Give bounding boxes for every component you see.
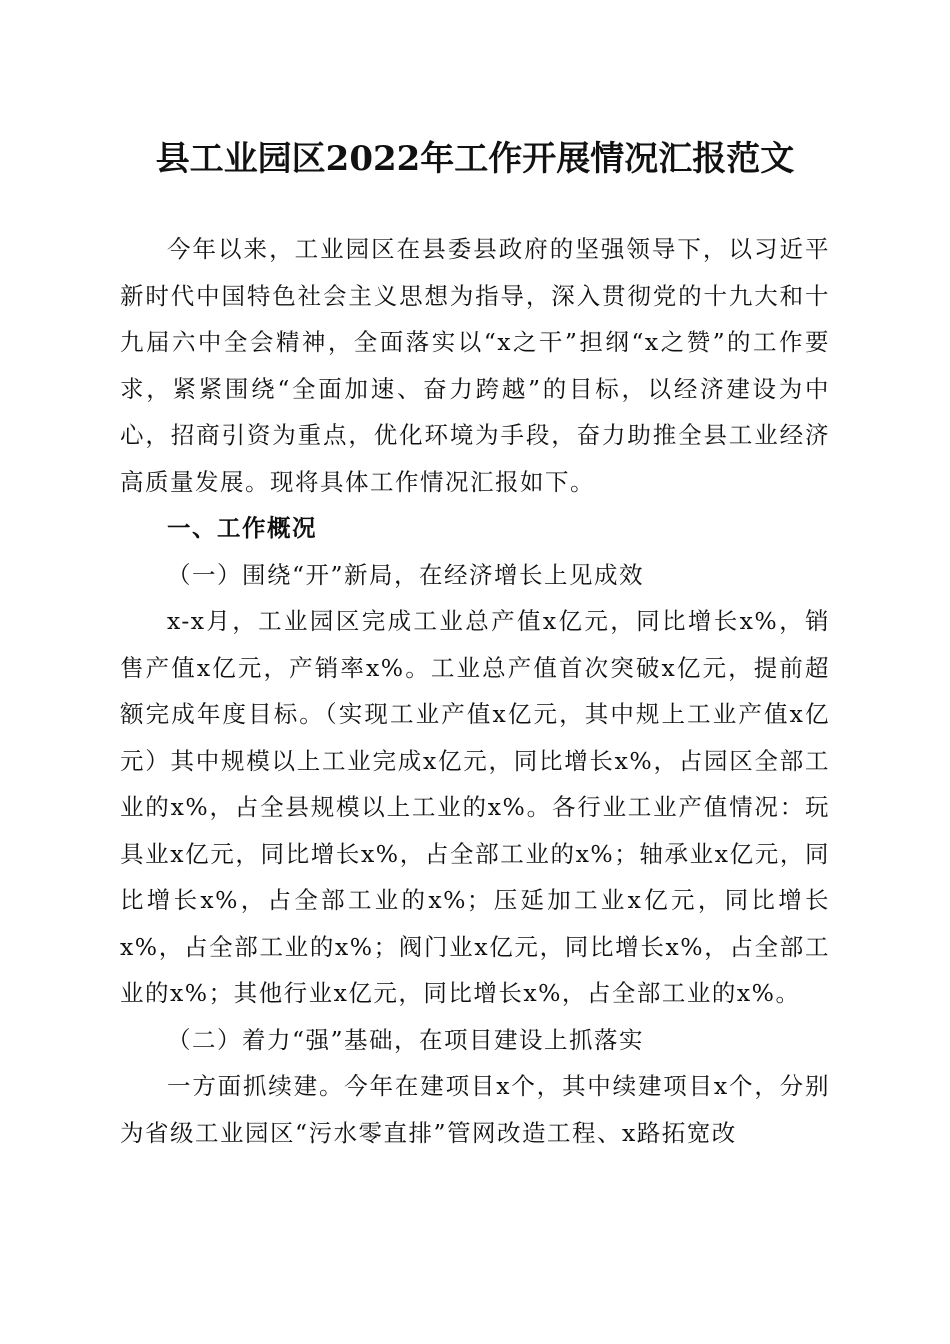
subsection-heading-project-construction: （二）着力“强”基础，在项目建设上抓落实	[167, 1025, 645, 1054]
project-construction-paragraph: 一方面抓续建。今年在建项目x个，其中续建项目x个，分别为省级工业园区“污水零直排”管网改造工程、x路拓宽改	[120, 1072, 830, 1147]
document-title: 县工业园区2022年工作开展情况汇报范文	[155, 139, 795, 179]
section-heading-work-overview: 一、工作概况	[167, 514, 317, 542]
economic-growth-paragraph: x-x月，工业园区完成工业总产值x亿元，同比增长x%，销售产值x亿元，产销率x%。工业总产值首次突破x亿元，提前超额完成年度目标。（实现工业产值x亿元，其中规上工业产值x亿元）其中规模以上工业完成x亿元，同比增长x%，占园区全部工业的x%，占全县规模以上工业的x%。各行业工业产值情况：玩具业x亿元，同比增长x%，占全部工业的x%；轴承业x亿元，同比增长x%，占全部工业的x%；压延加工业x亿元，同比增长x%，占全部工业的x%；阀门业x亿元，同比增长x%，占全部工业的x%；其他行业x亿元，同比增长x%，占全部工业的x%。	[120, 607, 830, 1007]
document-body	[120, 226, 830, 1156]
intro-paragraph: 今年以来，工业园区在县委县政府的坚强领导下，以习近平新时代中国特色社会主义思想为指导，深入贯彻党的十九大和十九届六中全会精神，全面落实以“x之干”担纲“x之赞”的工作要求，紧紧围绕“全面加速、奋力跨越”的目标，以经济建设为中心，招商引资为重点，优化环境为手段，奋力助推全县工业经济高质量发展。现将具体工作情况汇报如下。	[120, 235, 830, 496]
subsection-heading-economic-growth: （一）围绕“开”新局，在经济增长上见成效	[167, 560, 645, 589]
